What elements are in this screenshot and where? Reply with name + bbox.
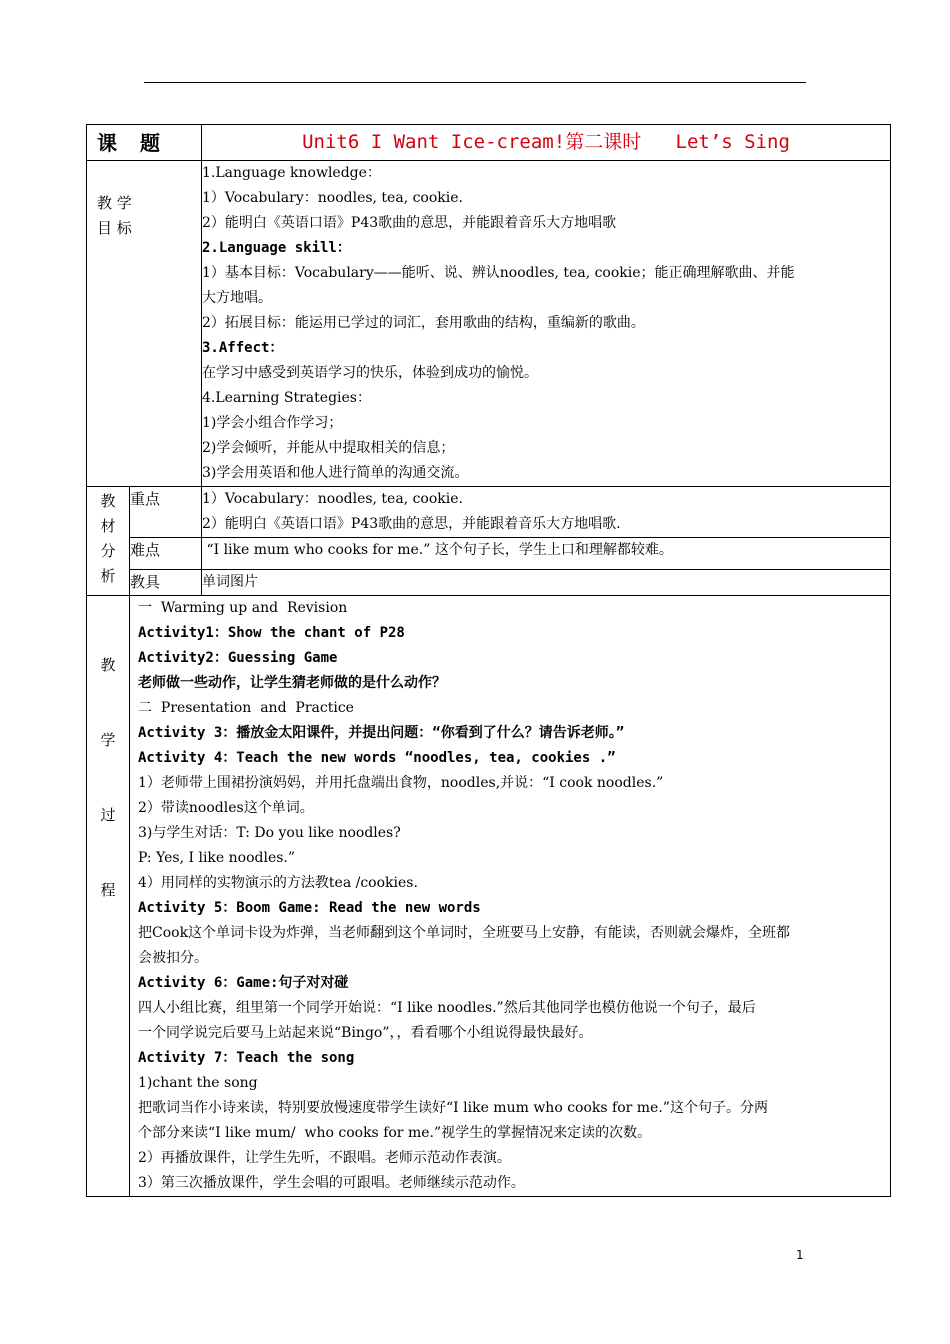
objective-line: 1)学会小组合作学习；	[202, 415, 343, 431]
process-line: Activity1：Show the chant of P28	[138, 625, 405, 641]
objectives-content	[202, 161, 891, 487]
objective-line: 1.Language knowledge：	[202, 165, 381, 181]
objective-line: 大方地唱。	[202, 290, 272, 306]
page-number: 1	[796, 1248, 804, 1262]
process-line: Activity2：Guessing Game	[138, 650, 338, 666]
difficulties-row	[87, 538, 891, 570]
process-line: 四人小组比赛，组里第一个同学开始说：“I like noodles.”然后其他同学也模仿他说一个句子，最后	[138, 1000, 756, 1016]
objective-line: 3)学会用英语和他人进行简单的沟通交流。	[202, 465, 469, 481]
key-point-line: 1）Vocabulary：noodles, tea, cookie.	[202, 491, 463, 507]
difficulties-content	[202, 538, 891, 570]
objective-line: 2）拓展目标：能运用已学过的词汇，套用歌曲的结构，重编新的歌曲。	[202, 315, 645, 331]
analysis-label-char: 析	[100, 567, 116, 585]
process-line: 3）第三次播放课件，学生会唱的可跟唱。老师继续示范动作。	[138, 1175, 525, 1191]
topic-label-cell	[87, 125, 202, 161]
process-line: Activity 7：Teach the song	[138, 1050, 355, 1066]
process-line: 会被扣分。	[138, 950, 208, 966]
process-line: 1)chant the song	[138, 1075, 258, 1091]
lesson-title: Unit6 I Want Ice-cream!第二课时 Let’s Sing	[302, 131, 790, 153]
objective-line: 3.Affect：	[202, 340, 284, 356]
analysis-label-cell	[87, 487, 130, 596]
analysis-label-char: 分	[100, 542, 116, 560]
process-line: 把歌词当作小诗来读，特别要放慢速度带学生读好“I like mum who cooks for me.”这个句子。分两	[138, 1100, 768, 1116]
objective-line: 1）基本目标：Vocabulary——能听、说、辨认noodles, tea, cookie；能正确理解歌曲、并能	[202, 265, 795, 281]
aids-label: 教具	[130, 570, 202, 596]
process-line: 一 Warming up and Revision	[138, 600, 348, 616]
objective-line: 2)学会倾听，并能从中提取相关的信息；	[202, 440, 455, 456]
topic-label: 课 题	[97, 131, 168, 155]
objectives-label-cell	[87, 161, 202, 487]
process-content	[130, 596, 891, 1197]
process-line: 4）用同样的实物演示的方法教tea /cookies.	[138, 875, 418, 891]
process-label-char: 学	[100, 731, 116, 749]
process-label-cell	[87, 596, 130, 1197]
process-line: 二 Presentation and Practice	[138, 700, 354, 716]
process-line: 1）老师带上围裙扮演妈妈，并用托盘端出食物，noodles,并说：“I cook noodles.”	[138, 775, 664, 791]
key-point-line: 2）能明白《英语口语》P43歌曲的意思，并能跟着音乐大方地唱歌.	[202, 516, 621, 532]
process-line: 个部分来读“I like mum/ who cooks for me.”视学生的掌握情况来定读的次数。	[138, 1125, 652, 1141]
analysis-label-char: 材	[100, 517, 116, 535]
objectives-label-line: 教 学	[97, 194, 132, 212]
difficulties-label: 难点	[130, 538, 202, 570]
process-line: Activity 4：Teach the new words “noodles, tea, cookies .”	[138, 750, 616, 766]
process-line: 3)与学生对话：T: Do you like noodles?	[138, 825, 401, 841]
aids-row	[87, 570, 891, 596]
key-points-label: 重点	[130, 487, 202, 538]
process-list	[138, 596, 890, 1196]
objective-line: 2）能明白《英语口语》P43歌曲的意思，并能跟着音乐大方地唱歌	[202, 215, 617, 231]
key-points-content	[202, 487, 891, 538]
process-line: 把Cook这个单词卡设为炸弹，当老师翻到这个单词时，全班要马上安静，有能读，否则就会爆炸，全班都	[138, 925, 791, 941]
objective-line: 1）Vocabulary：noodles, tea, cookie.	[202, 190, 463, 206]
process-label-char: 教	[100, 656, 116, 674]
process-label-char: 程	[100, 881, 116, 899]
analysis-label-char: 教	[100, 492, 116, 510]
topic-title-cell	[202, 125, 891, 161]
objective-line: 4.Learning Strategies：	[202, 390, 371, 406]
process-line: 2）再播放课件，让学生先听，不跟唱。老师示范动作表演。	[138, 1150, 511, 1166]
objectives-list	[202, 161, 890, 486]
aids-text: 单词图片	[202, 574, 258, 590]
process-label-char: 过	[100, 806, 116, 824]
objective-line: 在学习中感受到英语学习的快乐，体验到成功的愉悦。	[202, 365, 538, 381]
process-line: 一个同学说完后要马上站起来说“Bingo”，，看看哪个小组说得最快最好。	[138, 1025, 593, 1041]
key-points-row	[87, 487, 891, 538]
aids-content	[202, 570, 891, 596]
process-line: Activity 5：Boom Game: Read the new words	[138, 900, 481, 916]
process-line: 2）带读noodles这个单词。	[138, 800, 314, 816]
lesson-plan-table	[86, 124, 891, 1197]
process-line: 老师做一些动作，让学生猜老师做的是什么动作？	[138, 675, 446, 691]
objectives-row	[87, 161, 891, 487]
title-row	[87, 125, 891, 161]
header-rule	[144, 82, 806, 83]
difficulties-text: “I like mum who cooks for me.” 这个句子长，学生上口和理解都较难。	[202, 542, 673, 558]
process-line: P: Yes, I like noodles.”	[138, 850, 296, 866]
objective-line: 2.Language skill：	[202, 240, 351, 256]
process-line: Activity 6：Game:句子对对碰	[138, 975, 349, 991]
objectives-label-line: 目 标	[97, 219, 132, 237]
process-row	[87, 596, 891, 1197]
process-line: Activity 3：播放金太阳课件，并提出问题：“你看到了什么？请告诉老师。”	[138, 725, 625, 741]
